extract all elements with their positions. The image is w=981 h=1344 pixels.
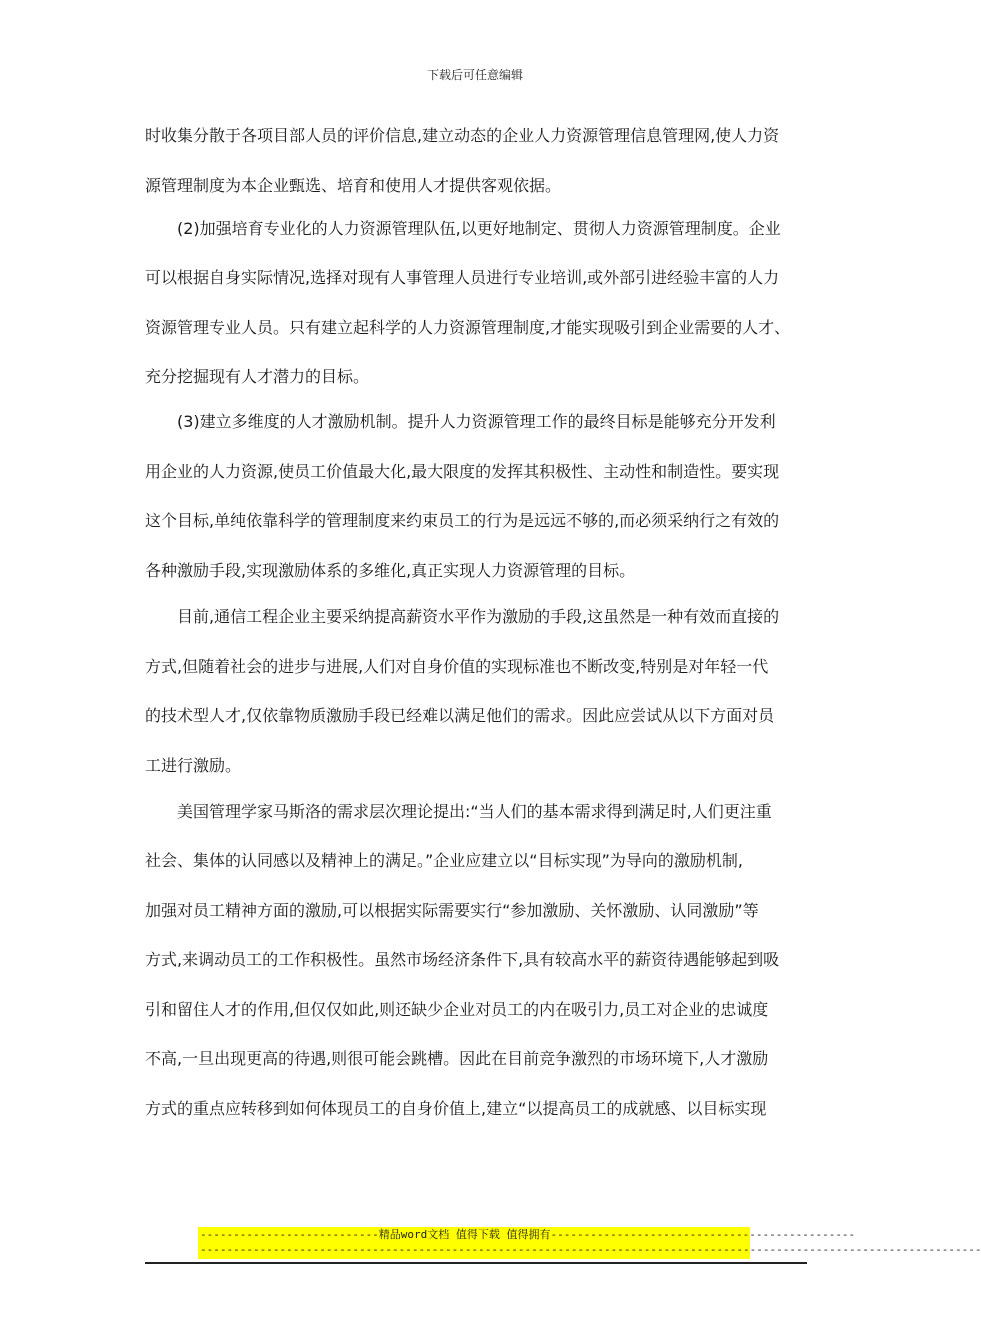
text-line: 资源管理专业人员。只有建立起科学的人力资源管理制度,才能实现吸引到企业需要的人才、: [145, 318, 791, 337]
text-line: 方式,来调动员工的工作积极性。虽然市场经济条件下,具有较高水平的薪资待遇能够起到吸: [145, 950, 780, 969]
text-line: 源管理制度为本企业甄选、培育和使用人才提供客观依据。: [145, 176, 562, 195]
text-line: 的技术型人才,仅依靠物质激励手段已经难以满足他们的需求。因此应尝试从以下方面对员: [145, 706, 775, 725]
text-line: (2)加强培育专业化的人力资源管理队伍,以更好地制定、贯彻人力资源管理制度。企业: [145, 219, 781, 238]
footer-banner-dashes: ----------------------------------------------------------------------------------------------------------------------: [200, 1243, 981, 1256]
text-line: 用企业的人力资源,使员工价值最大化,最大限度的发挥其积极性、主动性和制造性。要实现: [145, 462, 780, 481]
footer-banner: [198, 1227, 981, 1259]
text-line: 方式,但随着社会的进步与进展,人们对自身价值的实现标准也不断改变,特别是对年轻一代: [145, 657, 769, 676]
text-line: 时收集分散于各项目部人员的评价信息,建立动态的企业人力资源管理信息管理网,使人力资: [145, 126, 780, 145]
text-line: 充分挖掘现有人才潜力的目标。: [145, 367, 370, 386]
text-line: (3)建立多维度的人才激励机制。提升人力资源管理工作的最终目标是能够充分开发利: [145, 412, 776, 431]
footer-rule: [145, 1262, 807, 1264]
footer-banner-text: ---------------------------精品word文档 值得下载 值得拥有----------------------------------------------: [200, 1228, 856, 1241]
text-line: 目前,通信工程企业主要采纳提高薪资水平作为激励的手段,这虽然是一种有效而直接的: [145, 607, 780, 626]
text-line: 这个目标,单纯依靠科学的管理制度来约束员工的行为是远远不够的,而必须采纳行之有效的: [145, 511, 780, 530]
text-line: 可以根据自身实际情况,选择对现有人事管理人员进行专业培训,或外部引进经验丰富的人力: [145, 268, 780, 287]
text-line: 引和留住人才的作用,但仅仅如此,则还缺少企业对员工的内在吸引力,员工对企业的忠诚度: [145, 1000, 769, 1019]
text-line: 社会、集体的认同感以及精神上的满足。”企业应建立以“目标实现”为导向的激励机制,: [145, 851, 743, 870]
text-line: 各种激励手段,实现激励体系的多维化,真正实现人力资源管理的目标。: [145, 561, 636, 580]
text-line: 美国管理学家马斯洛的需求层次理论提出:“当人们的基本需求得到满足时,人们更注重: [145, 802, 772, 821]
text-line: 方式的重点应转移到如何体现员工的自身价值上,建立“以提高员工的成就感、以目标实现: [145, 1099, 767, 1118]
page-header: 下载后可任意编辑: [426, 68, 523, 82]
text-line: 不高,一旦出现更高的待遇,则很可能会跳槽。因此在目前竞争激烈的市场环境下,人才激励: [145, 1049, 769, 1068]
text-line: 工进行激励。: [145, 756, 242, 775]
text-line: 加强对员工精神方面的激励,可以根据实际需要实行“参加激励、关怀激励、认同激励”等: [145, 901, 759, 920]
